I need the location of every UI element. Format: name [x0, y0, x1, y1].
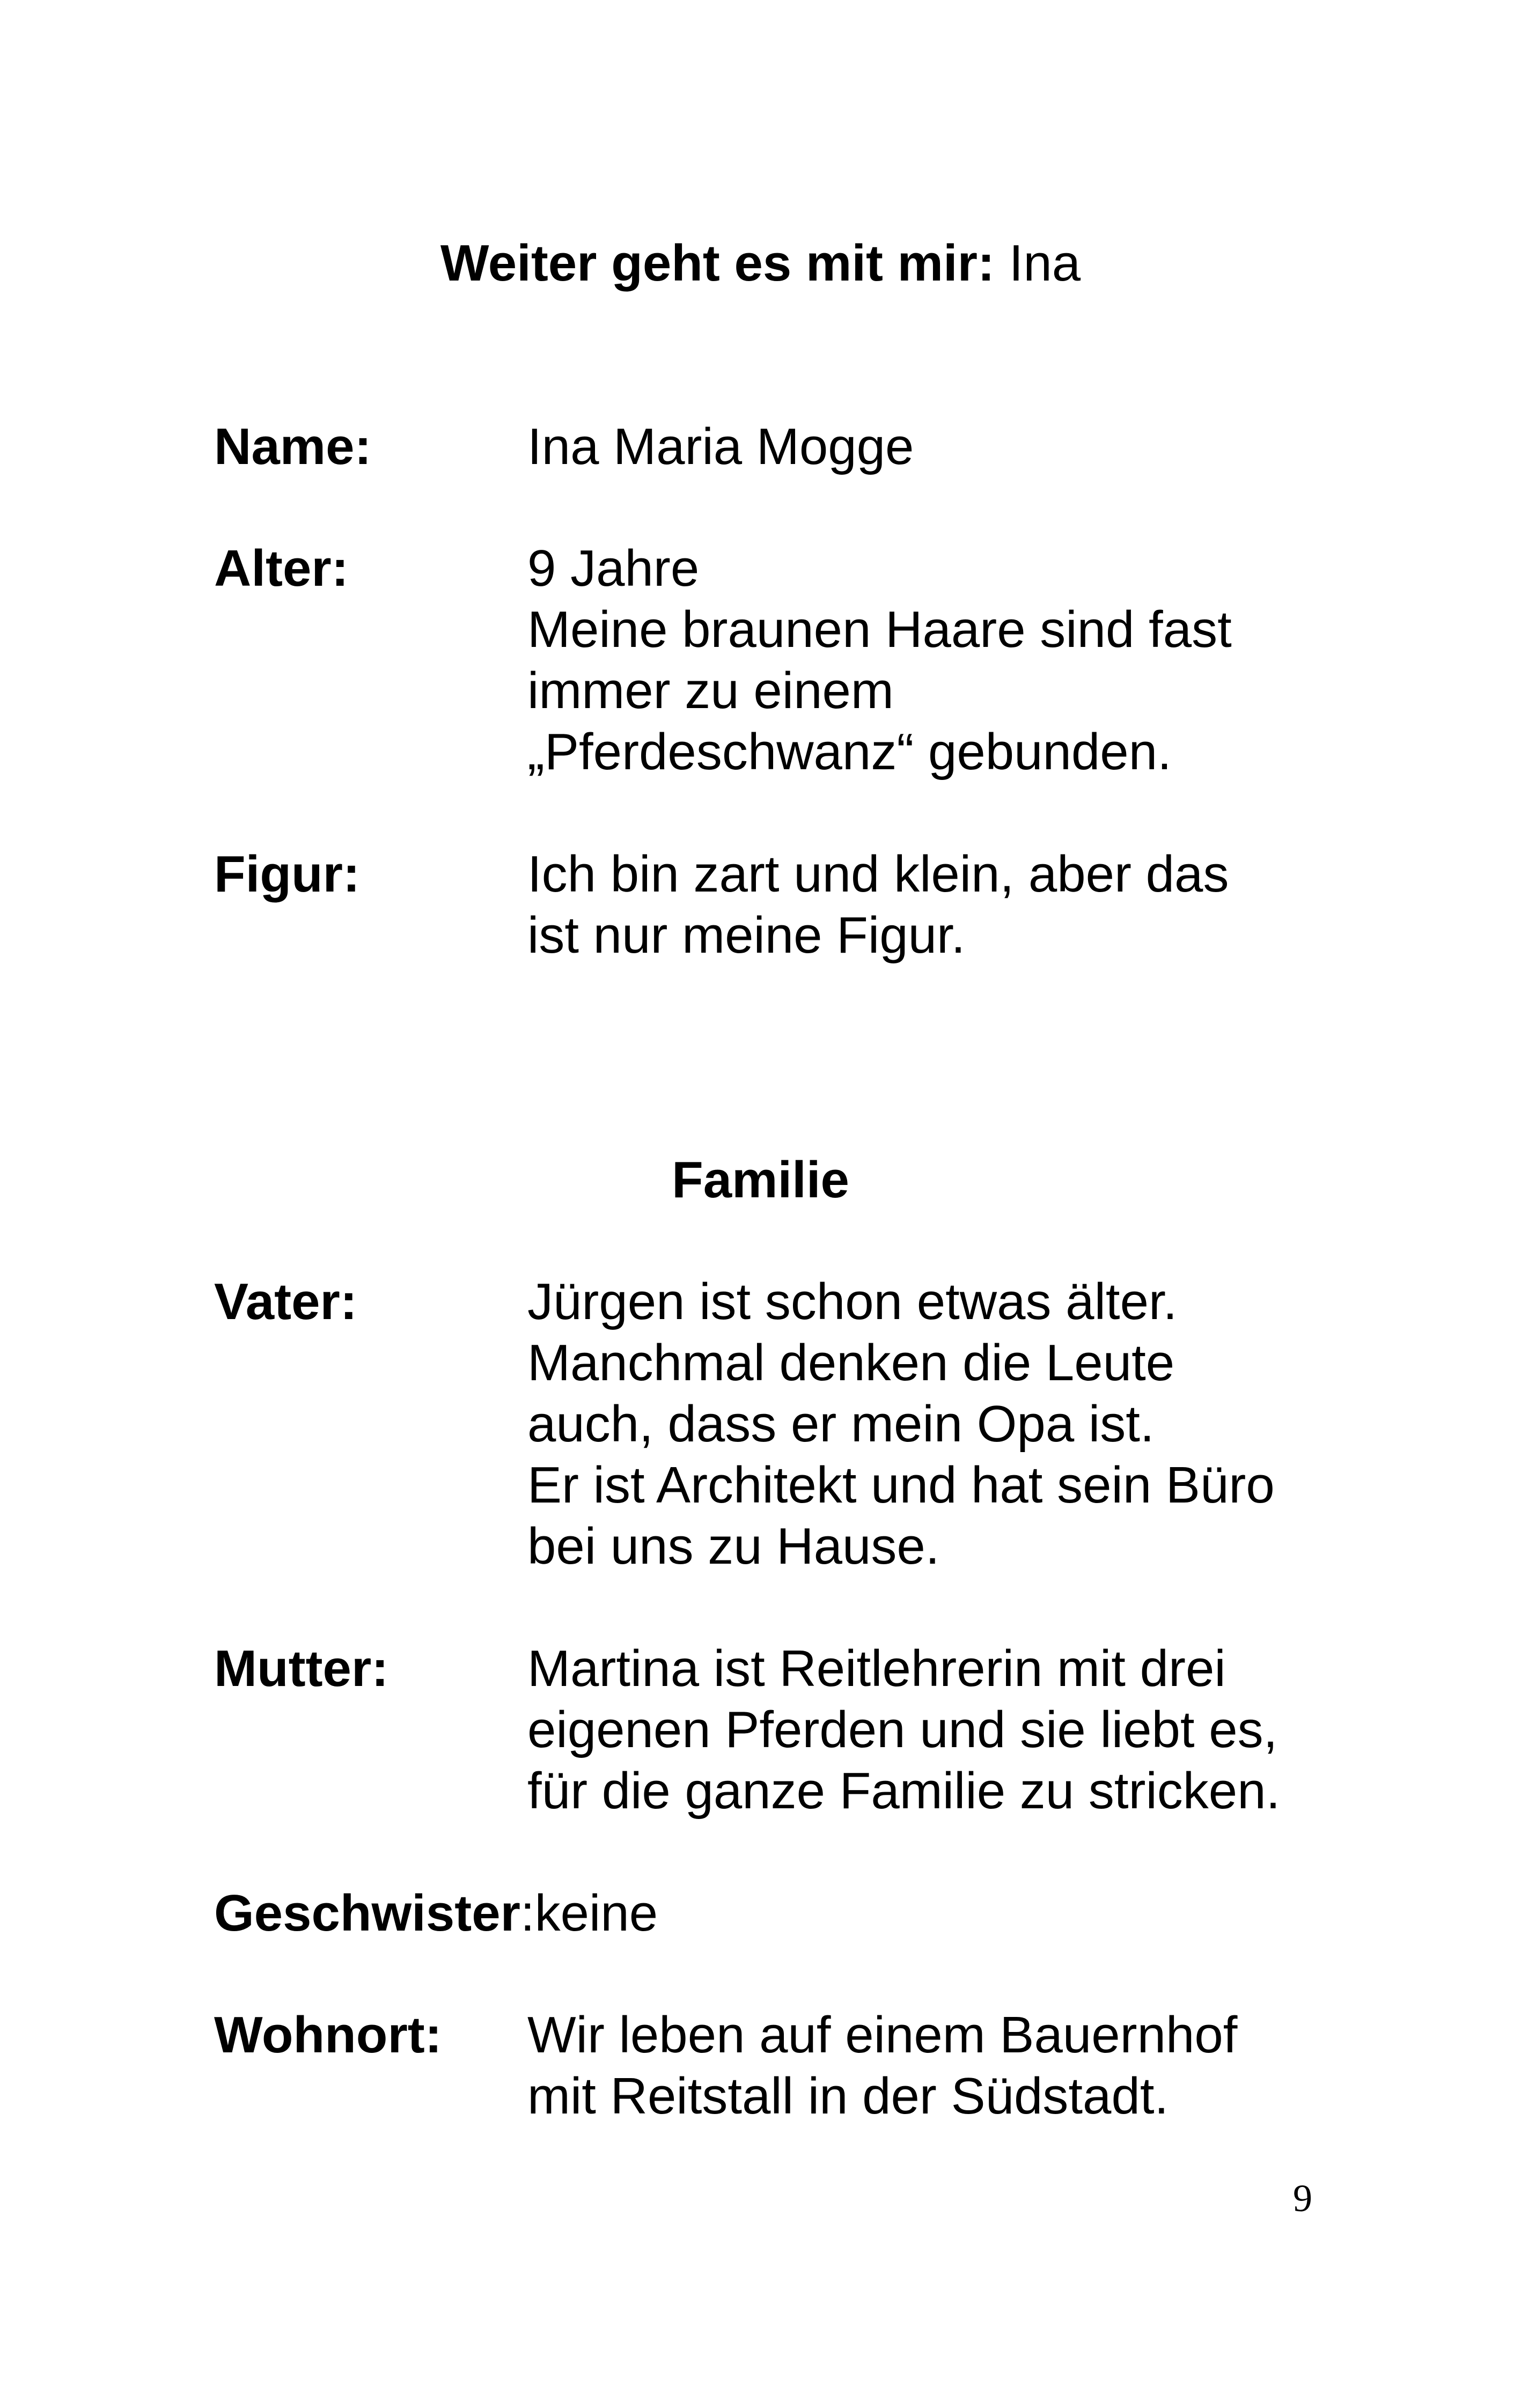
alter-value-line: „Pferdeschwanz“ gebunden. [527, 723, 1172, 780]
alter-value-line: 9 Jahre [527, 540, 700, 597]
page-heading [0, 233, 1521, 294]
alter-value-line: Meine braunen Haare sind fast [527, 601, 1232, 658]
geschwister-row [214, 1883, 658, 1944]
wohnort-value [527, 2005, 1237, 2127]
family-heading-text: Familie [672, 1151, 849, 1209]
figur-value-line: Ich bin zart und klein, aber das [527, 845, 1229, 903]
wohnort-label: Wohnort: [214, 2006, 442, 2064]
geschwister-value: :keine [520, 1884, 658, 1942]
figur-label: Figur: [214, 845, 360, 903]
heading-bold-text: Weiter geht es mit mir: [440, 234, 995, 292]
name-value [527, 416, 914, 477]
vater-value-line: Er ist Architekt und hat sein Büro [527, 1456, 1275, 1514]
mutter-value-line: für die ganze Familie zu stricken. [527, 1762, 1281, 1820]
name-value-line: Ina Maria Mogge [527, 418, 914, 475]
mutter-label: Mutter: [214, 1640, 389, 1697]
geschwister-label: Geschwister [214, 1884, 520, 1942]
wohnort-value-line: mit Reitstall in der Südstadt. [527, 2067, 1169, 2125]
vater-value-line: bei uns zu Hause. [527, 1518, 940, 1575]
mutter-value-line: Martina ist Reitlehrerin mit drei [527, 1640, 1226, 1697]
vater-value-line: Manchmal denken die Leute [527, 1334, 1175, 1391]
figur-value [527, 844, 1229, 966]
page-number: 9 [1293, 2177, 1312, 2220]
vater-value-line: Jürgen ist schon etwas älter. [527, 1273, 1178, 1330]
figur-value-line: ist nur meine Figur. [527, 907, 966, 964]
alter-value-line: immer zu einem [527, 662, 894, 719]
vater-label: Vater: [214, 1273, 357, 1330]
mutter-value [527, 1638, 1280, 1822]
mutter-value-line: eigenen Pferden und sie liebt es, [527, 1701, 1278, 1758]
alter-value [527, 538, 1232, 783]
wohnort-value-line: Wir leben auf einem Bauernhof [527, 2006, 1238, 2064]
heading-name-text: Ina [1009, 234, 1081, 292]
vater-value [527, 1271, 1275, 1577]
family-heading [0, 1150, 1521, 1211]
name-label: Name: [214, 418, 372, 475]
vater-value-line: auch, dass er mein Opa ist. [527, 1395, 1155, 1453]
alter-label: Alter: [214, 540, 349, 597]
